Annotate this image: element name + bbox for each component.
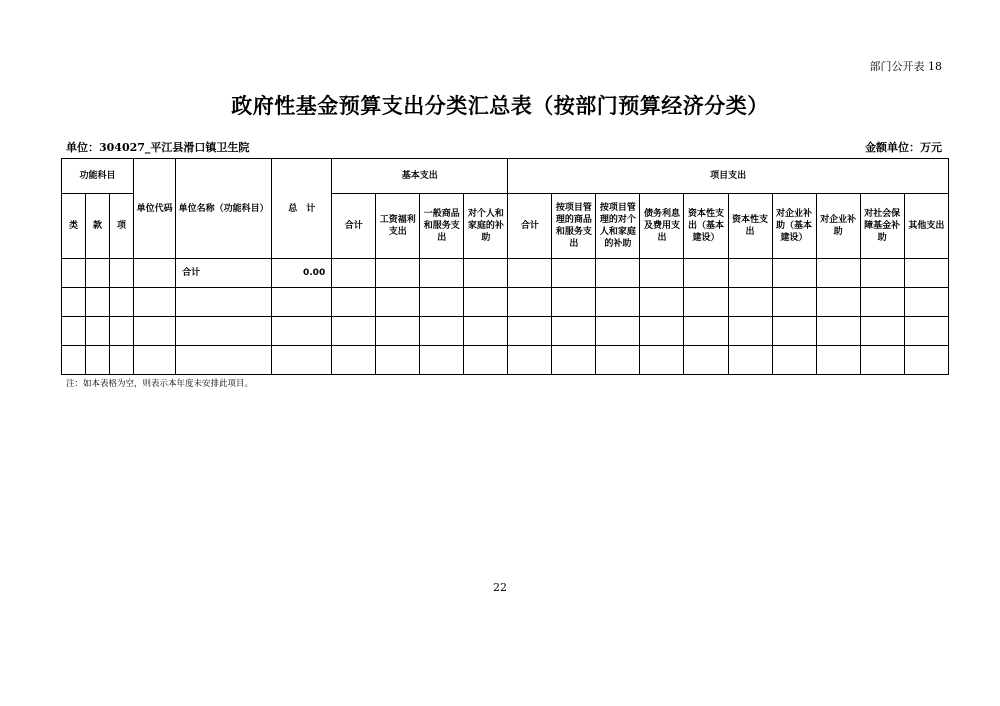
header-goods-services: 一般商品和服务支出 (420, 194, 464, 259)
cell (728, 259, 772, 288)
header-proj-goods-services: 按项目管理的商品和服务支出 (552, 194, 596, 259)
table-row (62, 288, 949, 317)
cell-lei (62, 346, 86, 375)
cell (640, 317, 684, 346)
cell (376, 346, 420, 375)
cell-lei (62, 259, 86, 288)
cell-unit-name (176, 288, 272, 317)
cell (552, 259, 596, 288)
cell (772, 346, 816, 375)
cell-lei (62, 288, 86, 317)
cell (508, 317, 552, 346)
header-func-subject: 功能科目 (62, 159, 134, 194)
cell (860, 346, 904, 375)
form-number: 部门公开表 18 (869, 60, 942, 73)
cell (816, 259, 860, 288)
cell (684, 259, 728, 288)
cell (816, 288, 860, 317)
cell (552, 317, 596, 346)
cell (728, 317, 772, 346)
cell (332, 346, 376, 375)
cell-kuan (86, 259, 110, 288)
cell (376, 317, 420, 346)
cell (332, 317, 376, 346)
header-other: 其他支出 (904, 194, 948, 259)
cell (376, 288, 420, 317)
cell-unit-code (134, 317, 176, 346)
header-kuan: 款 (86, 194, 110, 259)
cell-total: 0.00 (272, 259, 332, 288)
header-enterprise-basic: 对企业补助（基本建设） (772, 194, 816, 259)
table-row (62, 259, 949, 288)
cell (332, 288, 376, 317)
cell (420, 346, 464, 375)
cell (508, 259, 552, 288)
cell-unit-code (134, 346, 176, 375)
cell (860, 317, 904, 346)
header-total: 总 计 (272, 159, 332, 259)
cell (464, 288, 508, 317)
cell-total (272, 317, 332, 346)
header-unit-code: 单位代码 (134, 159, 176, 259)
cell (552, 288, 596, 317)
header-enterprise: 对企业补助 (816, 194, 860, 259)
footnote: 注：如本表格为空，则表示本年度未安排此项目。 (66, 379, 254, 389)
cell (596, 346, 640, 375)
cell-xiang (110, 259, 134, 288)
cell (420, 288, 464, 317)
cell (728, 346, 772, 375)
header-basic-expense: 基本支出 (332, 159, 508, 194)
page-number: 22 (493, 581, 507, 594)
cell (684, 346, 728, 375)
cell (860, 288, 904, 317)
cell-unit-code (134, 288, 176, 317)
table-row (62, 317, 949, 346)
cell (420, 259, 464, 288)
cell (464, 259, 508, 288)
cell (376, 259, 420, 288)
cell-lei (62, 317, 86, 346)
cell (464, 346, 508, 375)
cell (816, 317, 860, 346)
cell (552, 346, 596, 375)
header-capital-basic: 资本性支出（基本建设） (684, 194, 728, 259)
unit-label: 单位：304027_平江县滑口镇卫生院 (66, 141, 250, 154)
header-row-1 (62, 159, 949, 194)
cell-unit-name: 合计 (176, 259, 272, 288)
cell (772, 288, 816, 317)
cell (596, 259, 640, 288)
header-debt-interest: 债务利息及费用支出 (640, 194, 684, 259)
header-unit-name: 单位名称（功能科目） (176, 159, 272, 259)
cell-xiang (110, 346, 134, 375)
header-social-security: 对社会保障基金补助 (860, 194, 904, 259)
cell (772, 259, 816, 288)
cell-xiang (110, 288, 134, 317)
cell-unit-name (176, 346, 272, 375)
cell-xiang (110, 317, 134, 346)
header-project-expense: 项目支出 (508, 159, 949, 194)
budget-table (61, 158, 949, 375)
cell (420, 317, 464, 346)
cell (904, 317, 948, 346)
amount-unit-label: 金额单位：万元 (865, 141, 942, 154)
header-project-total: 合计 (508, 194, 552, 259)
cell-kuan (86, 288, 110, 317)
cell (816, 346, 860, 375)
cell-total (272, 288, 332, 317)
cell (684, 317, 728, 346)
cell-kuan (86, 346, 110, 375)
table-row (62, 346, 949, 375)
cell (640, 288, 684, 317)
cell (640, 346, 684, 375)
cell (772, 317, 816, 346)
header-personal-family: 对个人和家庭的补助 (464, 194, 508, 259)
cell (464, 317, 508, 346)
cell (860, 259, 904, 288)
cell (904, 259, 948, 288)
cell (596, 317, 640, 346)
cell-kuan (86, 317, 110, 346)
cell (684, 288, 728, 317)
header-lei: 类 (62, 194, 86, 259)
cell-unit-code (134, 259, 176, 288)
cell (904, 346, 948, 375)
cell (904, 288, 948, 317)
header-proj-personal-family: 按项目管理的对个人和家庭的补助 (596, 194, 640, 259)
cell (508, 288, 552, 317)
header-basic-total: 合计 (332, 194, 376, 259)
cell (596, 288, 640, 317)
header-capital: 资本性支出 (728, 194, 772, 259)
cell-unit-name (176, 317, 272, 346)
cell (508, 346, 552, 375)
cell-total (272, 346, 332, 375)
cell (640, 259, 684, 288)
header-xiang: 项 (110, 194, 134, 259)
cell (332, 259, 376, 288)
header-salary: 工资福利支出 (376, 194, 420, 259)
page-title: 政府性基金预算支出分类汇总表（按部门预算经济分类） (231, 93, 769, 118)
cell (728, 288, 772, 317)
